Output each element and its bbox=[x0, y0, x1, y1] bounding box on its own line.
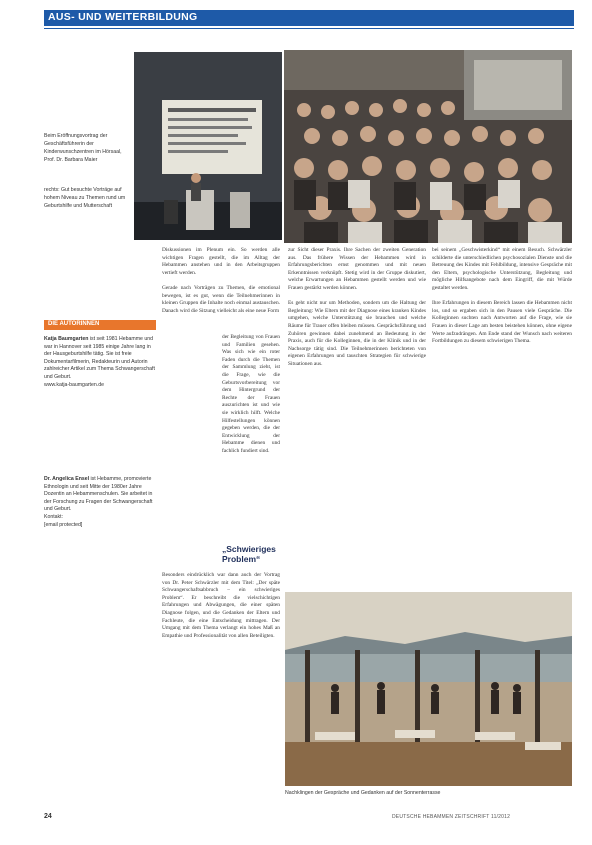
author-2-text: ist Hebamme, promovierte Ethnologin und seit Mitte der 1980er Jahre Dozentin an Hebammenschulen. Sie arbeitet in der Forschung zu Fragen der Schwangerschaft und Geburt. bbox=[44, 476, 153, 513]
author-2-contact-label: Kontakt: bbox=[44, 513, 64, 520]
subheadline: „Schwieriges Problem“ bbox=[222, 544, 276, 564]
page-number: 24 bbox=[44, 813, 52, 820]
column-2-mid: der Begleitung von Frauen und Familien gesehen. Was sich wie ein roter Faden durch die Themen der Sammlung zieht, ist die Frage, wie die Geburtsvorbereitung vor dem Hintergrund der Rechte der Frauen auszurichten ist und wie sie wirklich hilft. Welche Hilfestellungen können gegeben werden, die der Entwicklung der Hebamme dienen und fachlich fundiert sind. bbox=[222, 334, 280, 454]
journal-footer: DEUTSCHE HEBAMMEN ZEITSCHRIFT 11/2012 bbox=[392, 814, 511, 820]
photo-lecture bbox=[134, 52, 282, 240]
column-4: bei seinem „Geschwisterkind“ mit einem Besuch. Schwärzler schilderte die unterschiedlichen psychosozialen Dienste und die Betreuung des Kindes mit Fehlbildung, intensive Gespräche mit den Eltern, psychologische Unterstützung, Begleitung und mögliche Hilfsangebote nach dem Eingriff, die mit Würde gestaltet werden. Ihre Erfahrungen in diesem Bereich lassen die Hebammen nicht los, und so ergaben sich in den Pausen viele Gespräche. Die Kolleginnen suchten nach Antworten auf die Frage, wie sie Frauen in dieser Lage am besten beistehen können, ohne eigene Werte aufzudrängen. Am Ende stand der Wunsch nach weiteren Fortbildungen zu diesem schwierigen Thema. bbox=[432, 247, 572, 345]
authors-box-title: DIE AUTORINNEN bbox=[48, 321, 100, 327]
photo-audience bbox=[284, 50, 572, 243]
header-divider bbox=[44, 28, 574, 29]
section-title: AUS- UND WEITERBILDUNG bbox=[48, 11, 198, 23]
author-1-link[interactable]: www.katja-baumgarten.de bbox=[44, 381, 104, 388]
author-1-text: ist seit 1981 Hebamme und war in Hannover seit 1985 einige Jahre lang in der Hausgeburtshilfe tätig. Sie ist freie Dokumentarfilmerin, Redakteurin und Autorin zahlreicher Artikel zum Thema Schwangerschaft und Geburt. bbox=[44, 336, 155, 380]
author-2-name: Dr. Angelica Ensel bbox=[44, 476, 90, 482]
author-1-bio bbox=[44, 336, 156, 476]
photo-terrace bbox=[285, 592, 572, 786]
column-2-intro: Diskussionen im Plenum ein. So werden alle wichtigen Fragen gestellt, die im Alltag der Hebammen anstehen und in den Arbeitsgruppen vertieft werden. Gerade nach Vorträgen zu Themen, die emotional bewegen, ist es gut, wenn die Teilnehmerinnen in kleinen Gruppen die Inhalte noch einmal austauschen. Danach wird die Sitzung vielleicht als eine neue Form bbox=[162, 247, 280, 314]
caption-lecture: Beim Eröffnungsvortrag der Geschäftsführerin der Kinderwunschzentren im Hörsaal, Prof. Dr. Barbara Maier bbox=[44, 133, 122, 163]
author-2-bio bbox=[44, 476, 156, 626]
caption-audience: rechts: Gut besuchte Vorträge auf hohem Niveau zu Themen rund um Geburtshilfe und Mutterschaft bbox=[44, 187, 126, 209]
author-1-name: Katja Baumgarten bbox=[44, 336, 89, 342]
caption-terrace: Nachklingen der Gespräche und Gedanken auf der Sonnenterrasse bbox=[285, 790, 441, 796]
column-2-continuation: Besonders eindrücklich war dann auch der Vortrag von Dr. Peter Schwärzler mit dem Titel: „Der späte Schwangerschaftsabbruch – ein schwieriges Problem“. Er beschreibt die vielschichtigen Erfahrungen und Abwägungen, die einer späten Diagnose folgen, und die Gedanken der Eltern und Fachleute, die eine Entscheidung mittragen. Der Umgang mit dem Thema verlangt ein hohes Maß an Empathie und Professionalität von allen Beteiligten. bbox=[162, 572, 280, 639]
column-3: zur Sicht dieser Praxis. Ihre Sachen der zweiten Generation aus. Das frühere Wissen der Hebammen wird in Erfahrungsberichten ernst genommen und mit neuen Erkenntnissen verknüpft. Stetig wird in der Gruppe diskutiert, welche Erwartungen an Hebammen gestellt werden und wie Frauen gestärkt werden können. Es geht nicht nur um Methoden, sondern um die Haltung der Begleitung: Wie Eltern mit der Diagnose eines kranken Kindes umgehen, welche Unterstützung sie brauchen und welche Räume für Trauer offen bleiben müssen. Gesprächsführung und Zuhören gewinnen dabei zunehmend an Bedeutung in der Praxis, auch für die Kolleginnen, die in der Klinik und in der Nachsorge tätig sind. Die Teilnehmerinnen berichteten von eigenen Erfahrungen und tauschten Strategien für schwierige Situationen aus. bbox=[288, 247, 426, 367]
author-2-link[interactable]: [email protected] bbox=[44, 521, 83, 528]
